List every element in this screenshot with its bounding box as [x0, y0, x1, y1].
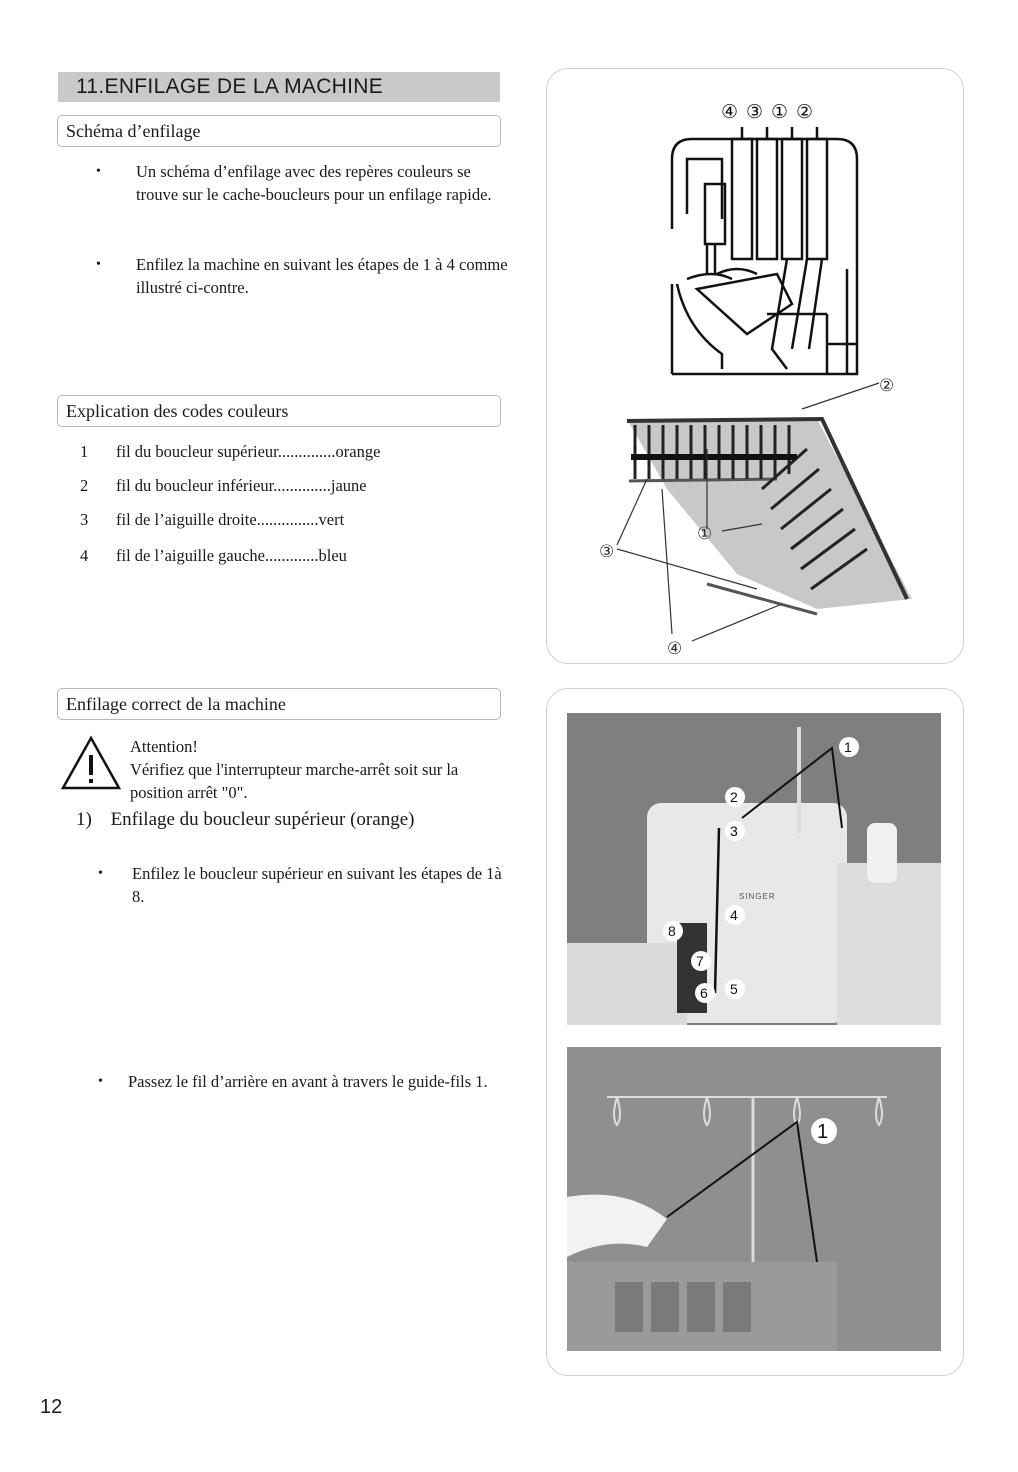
threading-diagram: [547, 69, 963, 663]
callout-8: 8: [668, 923, 676, 939]
machine-photo-drawing: [567, 713, 941, 1025]
brand-label: SINGER: [739, 892, 776, 901]
diagram-callout-4: ④: [667, 639, 683, 659]
page-title: 11.ENFILAGE DE LA MACHINE: [58, 72, 500, 102]
step-heading: [76, 808, 414, 832]
page-number: 12: [40, 1396, 63, 1418]
threading-diagram-figure: [546, 68, 964, 664]
step-number: 1): [76, 809, 92, 830]
attention-notice: [130, 735, 510, 804]
callout-1: 1: [844, 739, 852, 755]
code-label: fil de l’aiguille gauche.............bleu: [116, 546, 347, 565]
attention-text: Vérifiez que l'interrupteur marche-arrêt soit sur la position arrêt "0".: [130, 760, 459, 802]
bullet-text: Enfilez le boucleur supérieur en suivant les étapes de 1à 8.: [132, 864, 502, 906]
code-label: fil du boucleur inférieur..............jaune: [116, 476, 367, 495]
diagram-label-4: ④: [721, 101, 739, 123]
callout-6: 6: [700, 985, 708, 1001]
stitch-sample: [627, 419, 912, 614]
code-number: 1: [80, 442, 89, 461]
diagram-label-3: ③: [746, 101, 764, 123]
list-item: [80, 474, 500, 498]
section-heading-schema: Schéma d’enfilage: [57, 115, 501, 147]
section-heading-codes: Explication des codes couleurs: [57, 395, 501, 427]
warning-icon: [60, 735, 122, 791]
machine-photo: [567, 713, 941, 1025]
bullet-icon: •: [98, 866, 103, 881]
bullet-icon: •: [98, 1074, 103, 1089]
code-number: 4: [80, 546, 89, 565]
attention-title: Attention!: [130, 737, 198, 756]
list-item: [96, 160, 516, 230]
thread-guide-drawing: [567, 1047, 941, 1351]
machine-outline: [672, 127, 857, 374]
thread-guide-photo: [567, 1047, 941, 1351]
bullet-text: Passez le fil d’arrière en avant à travers le guide-fils 1.: [128, 1072, 488, 1091]
diagram-callout-3: ③: [599, 542, 615, 562]
step-title: Enfilage du boucleur supérieur (orange): [110, 809, 415, 830]
diagram-callout-2: ②: [879, 376, 895, 396]
section-heading-correct: Enfilage correct de la machine: [57, 688, 501, 720]
callout-1: 1: [817, 1121, 829, 1143]
code-number: 2: [80, 476, 89, 495]
list-item: [80, 544, 500, 568]
diagram-label-2: ②: [796, 101, 814, 123]
diagram-callout-1: ①: [697, 524, 713, 544]
threading-photos-figure: [546, 688, 964, 1376]
bullet-text: Enfilez la machine en suivant les étapes de 1 à 4 comme illustré ci-contre.: [136, 255, 508, 297]
callout-7: 7: [696, 953, 704, 969]
list-item: [98, 862, 518, 912]
code-number: 3: [80, 510, 89, 529]
callout-4: 4: [730, 907, 738, 923]
callout-3: 3: [730, 823, 738, 839]
list-item: [98, 1070, 518, 1120]
list-item: [80, 440, 500, 464]
code-label: fil du boucleur supérieur..............orange: [116, 442, 381, 461]
callout-2: 2: [730, 789, 738, 805]
list-item: [96, 253, 516, 303]
code-label: fil de l’aiguille droite...............vert: [116, 510, 345, 529]
bullet-text: Un schéma d’enfilage avec des repères couleurs se trouve sur le cache-boucleurs pour un enfilage rapide.: [136, 162, 492, 204]
bullet-icon: •: [96, 164, 101, 179]
callout-5: 5: [730, 981, 738, 997]
list-item: [80, 508, 500, 532]
diagram-label-1: ①: [771, 101, 789, 123]
bullet-icon: •: [96, 257, 101, 272]
